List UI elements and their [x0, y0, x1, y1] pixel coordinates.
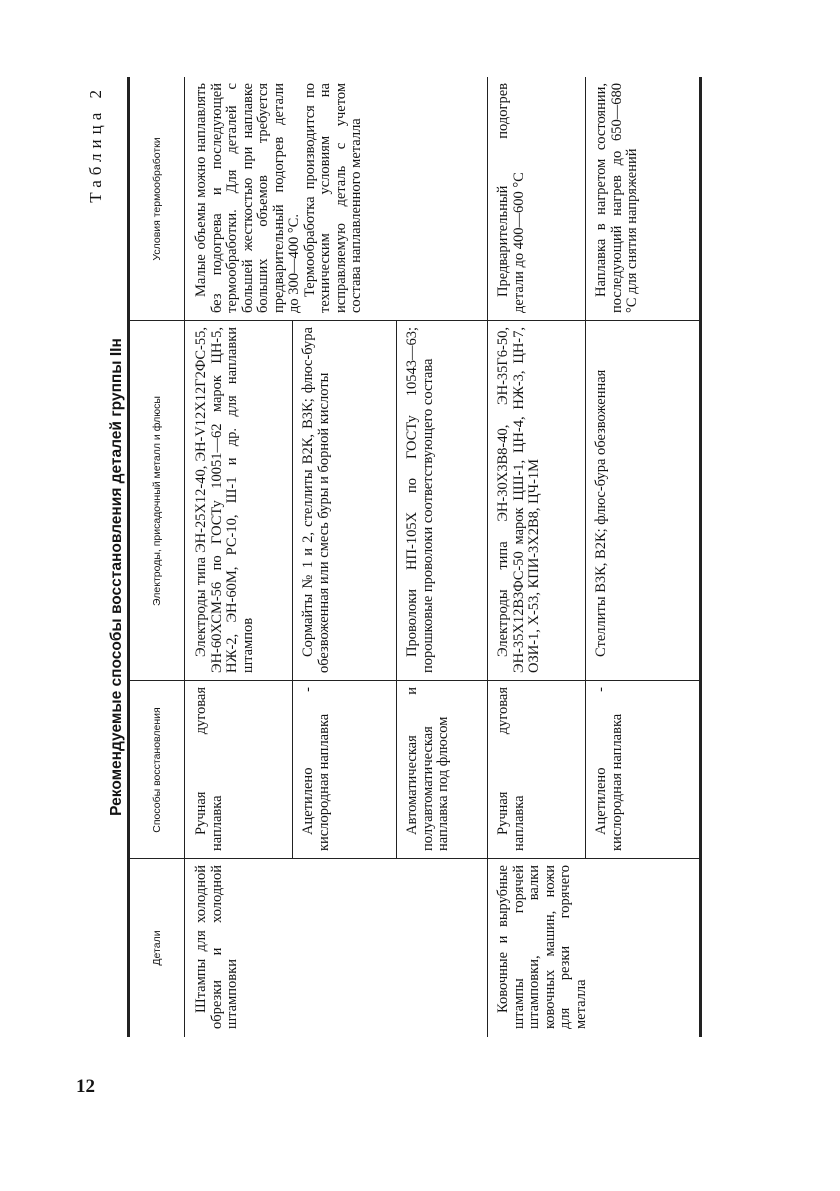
method-cell: Ацетилено - кислородная наплавка	[593, 687, 625, 851]
table-label: Таблица 2	[86, 85, 105, 203]
table-header-row	[130, 77, 185, 1037]
part-cell-1: Штампы для холодной обрезки и холодной штамповки	[193, 865, 240, 1029]
heat-treatment-cell: Предварительный подогрев детали до 400—600 °С	[495, 83, 527, 313]
heat-treatment-cell: Малые объемы можно наплавлять без подогрева и последующей термообработки. Для деталей с большей жесткостью при наплавке больших объемов требуется предварительный подогрев детали до 300—400 °С. Термообработка производится по техническим условиям на исправляемую деталь с учетом состава наплавленного металла	[193, 83, 364, 313]
header-heat-treatment: Условия термообработки	[151, 137, 163, 261]
page-number: 12	[76, 1076, 95, 1097]
materials-cell: Электроды типа ЭН-25Х12-40, ЭН-V12Х12Г2ФС-55, ЭН-60ХСМ-56 по ГОСТу 10051—62 марок ЦН-5, НЖ-2, ЭН-60М, РС-10, Ш-1 и др. для наплавки штампов	[193, 327, 256, 673]
group-divider	[487, 77, 488, 1037]
table-title: Рекомендуемые способы восстановления деталей группы IIн	[108, 338, 125, 816]
part-cell-2: Ковочные и вырубные штампы горячей штамповки, валки ковочных машин, ножи для резки горячего металла	[495, 865, 589, 1029]
rotated-page-content	[86, 77, 710, 1077]
heat-treatment-cell: Наплавка в нагретом состоянии, последующий нагрев до 650—680 °С для снятия напряжений	[593, 83, 640, 313]
method-cell: Ручная дуговая наплавка	[495, 687, 527, 851]
materials-cell: Стеллиты В3К, В2К; флюс-бура обезвоженная	[593, 369, 609, 657]
row-divider	[585, 77, 586, 859]
method-cell: Ручная дуговая наплавка	[193, 687, 225, 851]
header-methods: Способы восстановления	[151, 707, 163, 833]
header-parts: Детали	[151, 930, 163, 966]
method-cell: Ацетилено - кислородная наплавка	[300, 687, 332, 851]
materials-cell: Электроды типа ЭН-30Х3В8-40, ЭН-35Г6-50, ЭН-35Х12В3ФС-50 марок ЦШ-1, ЦН-4, НЖ-3, ЦН-7, ОЗИ-1, Х-53, КПИ-3Х2В8, ЦЧ-1М	[495, 327, 542, 673]
restoration-table	[127, 77, 702, 1037]
method-cell: Автоматическая и полуавтоматическая наплавка под флюсом	[404, 687, 451, 851]
row-divider	[396, 321, 397, 859]
header-materials: Электроды, присадочный металл и флюсы	[151, 396, 163, 606]
row-divider	[292, 321, 293, 859]
materials-cell: Сормайты № 1 и 2, стеллиты В2К, В3К; флюс-бура обезвоженная или смесь буры и борной кислоты	[300, 327, 332, 673]
materials-cell: Проволоки НП-105Х по ГОСТу 10543—63; порошковые проволоки соответствующего состава	[404, 327, 436, 673]
